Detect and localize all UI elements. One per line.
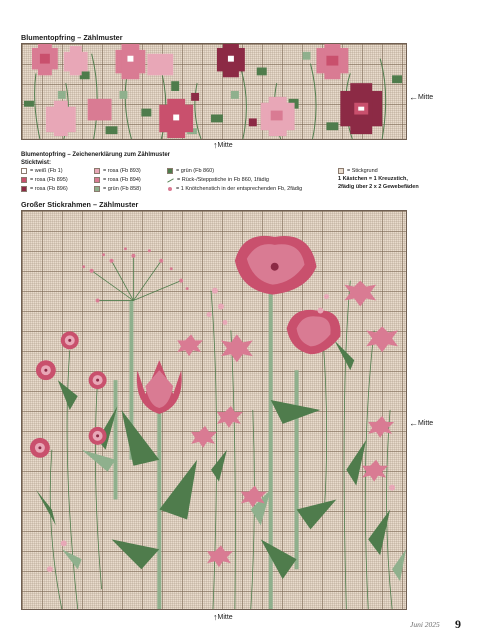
section1-center-marker-right: ←Mitte: [409, 92, 434, 102]
swatch: [94, 186, 100, 192]
swatch: [21, 168, 27, 174]
section1-heading: Blumentopfring – Zählmuster: [21, 33, 123, 42]
section2-heading: Großer Stickrahmen – Zählmuster: [21, 200, 139, 209]
legend-note-line2: 2fädig über 2 x 2 Gewebefäden: [338, 184, 419, 190]
legend-item-pink-894: = rosa (Fb 894): [94, 177, 141, 183]
section2-center-marker-right: ←Mitte: [409, 418, 434, 428]
arrow-left-icon: ←: [409, 418, 418, 428]
arrow-up-icon: ↑: [213, 612, 218, 622]
swatch: [21, 177, 27, 183]
legend-item-white: = weiß (Fb 1): [21, 168, 63, 174]
swatch: [94, 177, 100, 183]
flowerpot-ring-motifs: [22, 44, 406, 139]
arrow-left-icon: ←: [409, 92, 418, 102]
legend-title: Blumentopfring – Zeichenerklärung zum Zählmuster: [21, 152, 171, 158]
legend-note-line1: 1 Kästchen = 1 Kreuzstich,: [338, 176, 408, 182]
arrow-up-icon: ↑: [213, 140, 218, 150]
backstitch-line-icon: [167, 178, 174, 182]
legend-item-green-860: = grün (Fb 860): [167, 168, 214, 174]
large-hoop-chart: [21, 210, 407, 610]
page-number: 9: [455, 617, 461, 631]
legend-item-fabric: = Stickgrund: [338, 168, 378, 174]
swatch: [94, 168, 100, 174]
legend-item-french-knot: = 1 Knötchenstich in der entsprechenden Fb, 2fädig: [167, 186, 302, 192]
legend-item-green-858: = grün (Fb 858): [94, 186, 141, 192]
swatch: [21, 186, 27, 192]
legend-item-pink-893: = rosa (Fb 893): [94, 168, 141, 174]
french-knot-icon: [168, 187, 172, 191]
legend-item-pink-895: = rosa (Fb 895): [21, 177, 68, 183]
swatch: [338, 168, 344, 174]
swatch: [167, 168, 173, 174]
section1-center-marker-bottom: ↑Mitte: [213, 140, 233, 150]
issue-date: Juni 2025: [410, 620, 440, 629]
flowerpot-ring-chart: [21, 43, 407, 140]
large-hoop-motifs: [22, 211, 406, 609]
legend-item-backstitch: = Rück-/Steppstiche in Fb 860, 1fädig: [167, 177, 269, 183]
section2-center-marker-bottom: ↑Mitte: [213, 612, 233, 622]
legend-subtitle: Sticktwist:: [21, 160, 52, 166]
legend-item-pink-896: = rosa (Fb 896): [21, 186, 68, 192]
